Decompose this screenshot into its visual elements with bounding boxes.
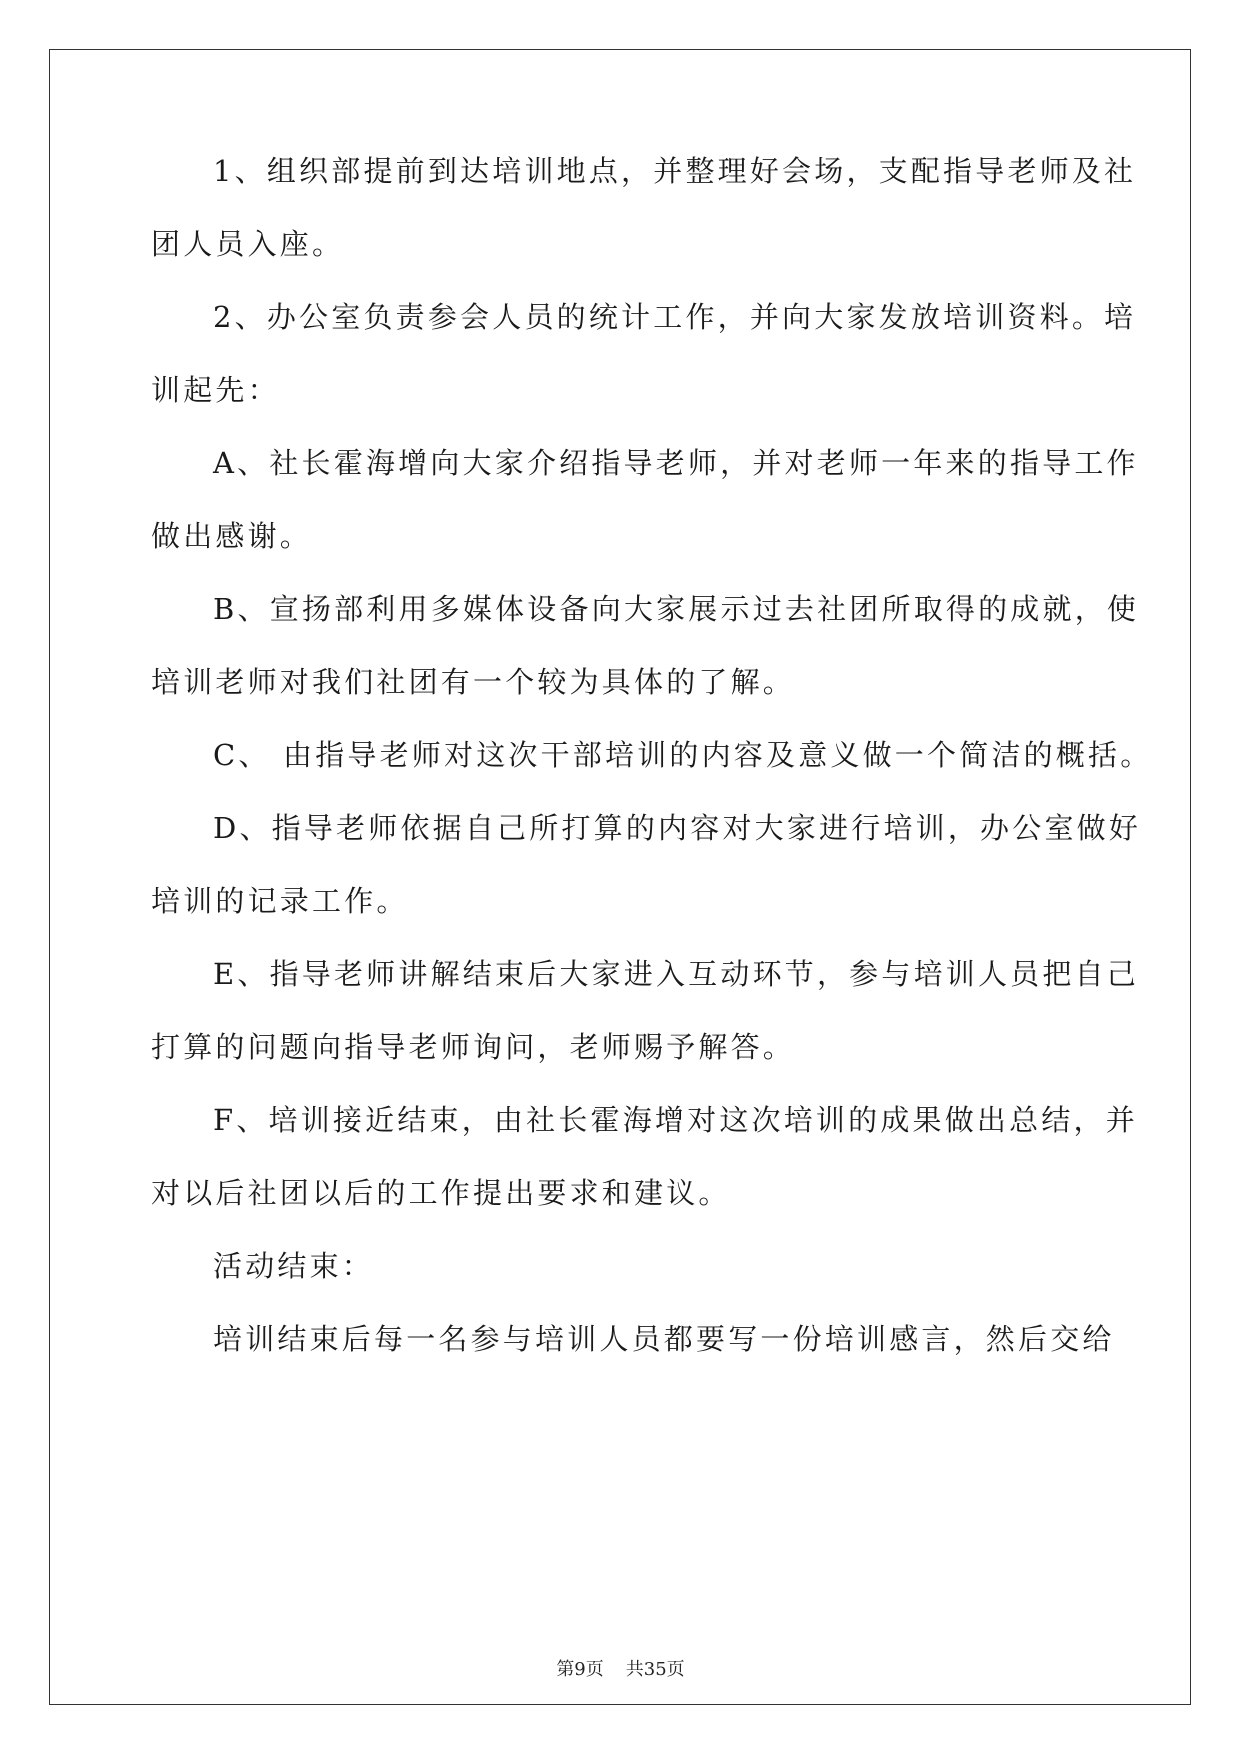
page-number: 第9页 (556, 1659, 604, 1680)
paragraph-8-line-1: F、培训接近结束，由社长霍海增对这次培训的成果做出总结，并 (213, 1103, 1138, 1137)
paragraph-5-line-1: C、 由指导老师对这次干部培训的内容及意义做一个简洁的概括。 (213, 738, 1153, 772)
paragraph-6-line-1: D、指导老师依据自己所打算的内容对大家进行培训，办公室做好 (213, 811, 1142, 845)
page-border (49, 49, 1191, 1705)
paragraph-9-line-1: 活动结束： (213, 1249, 375, 1283)
paragraph-6-line-2: 培训的记录工作。 (151, 884, 409, 918)
page-footer (0, 1658, 1241, 1682)
paragraph-10-line-1: 培训结束后每一名参与培训人员都要写一份培训感言，然后交给 (213, 1322, 1115, 1356)
page-total: 共35页 (625, 1659, 685, 1680)
paragraph-3-line-1: A、社长霍海增向大家介绍指导老师，并对老师一年来的指导工作 (213, 446, 1139, 480)
paragraph-3-line-2: 做出感谢。 (151, 519, 313, 553)
paragraph-1-line-2: 团人员入座。 (151, 227, 345, 261)
paragraph-1-line-1: 1、组织部提前到达培训地点，并整理好会场，支配指导老师及社 (213, 154, 1137, 188)
paragraph-7-line-2: 打算的问题向指导老师询问，老师赐予解答。 (151, 1030, 796, 1064)
paragraph-4-line-2: 培训老师对我们社团有一个较为具体的了解。 (151, 665, 796, 699)
paragraph-4-line-1: B、宣扬部利用多媒体设备向大家展示过去社团所取得的成就，使 (213, 592, 1140, 626)
paragraph-2-line-1: 2、办公室负责参会人员的统计工作，并向大家发放培训资料。培 (213, 300, 1137, 334)
paragraph-7-line-1: E、指导老师讲解结束后大家进入互动环节，参与培训人员把自己 (213, 957, 1139, 991)
paragraph-8-line-2: 对以后社团以后的工作提出要求和建议。 (151, 1176, 731, 1210)
paragraph-2-line-2: 训起先： (151, 373, 280, 407)
